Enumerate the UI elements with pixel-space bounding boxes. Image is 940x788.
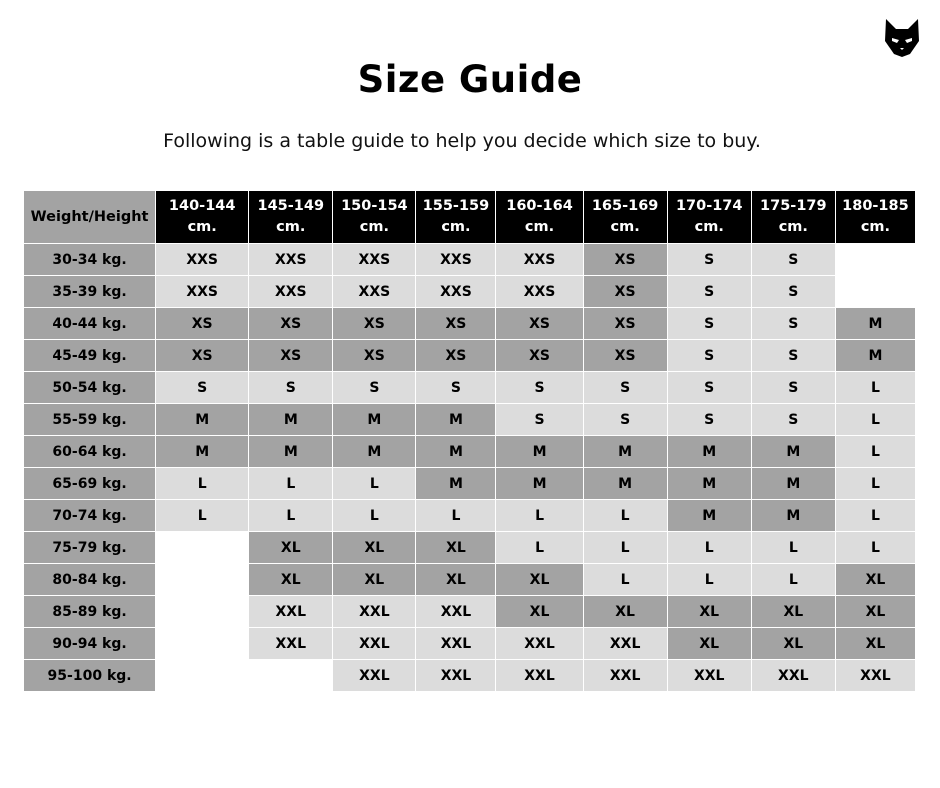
size-cell: L xyxy=(249,500,333,532)
size-cell: XS xyxy=(156,308,249,340)
size-cell: XXL xyxy=(496,628,583,660)
size-cell: M xyxy=(583,468,667,500)
size-cell: XXS xyxy=(249,276,333,308)
cat-head-icon xyxy=(884,18,920,58)
size-cell: XL xyxy=(835,596,915,628)
size-cell: S xyxy=(583,404,667,436)
size-cell: S xyxy=(667,308,751,340)
table-row xyxy=(24,244,916,276)
size-cell: XL xyxy=(751,628,835,660)
table-row xyxy=(24,372,916,404)
size-cell: S xyxy=(249,372,333,404)
size-cell: S xyxy=(751,404,835,436)
size-cell: S xyxy=(667,276,751,308)
size-cell: L xyxy=(583,532,667,564)
size-cell: M xyxy=(416,404,496,436)
size-cell: XXL xyxy=(416,628,496,660)
size-cell: XS xyxy=(496,340,583,372)
size-cell: M xyxy=(835,340,915,372)
weight-label: 45-49 kg. xyxy=(24,340,156,372)
size-cell: M xyxy=(249,404,333,436)
header-row xyxy=(24,191,916,244)
size-cell: XS xyxy=(156,340,249,372)
size-cell: XXL xyxy=(835,660,915,692)
table-body xyxy=(24,244,916,692)
weight-label: 35-39 kg. xyxy=(24,276,156,308)
size-cell: S xyxy=(156,372,249,404)
size-cell: XL xyxy=(416,564,496,596)
size-cell: M xyxy=(333,436,416,468)
weight-label: 50-54 kg. xyxy=(24,372,156,404)
size-cell: XXS xyxy=(156,276,249,308)
size-cell xyxy=(156,628,249,660)
size-cell: XXL xyxy=(496,660,583,692)
size-cell: M xyxy=(156,404,249,436)
size-cell: S xyxy=(667,372,751,404)
size-cell: S xyxy=(751,308,835,340)
table-row xyxy=(24,532,916,564)
size-cell: XXS xyxy=(156,244,249,276)
size-cell: M xyxy=(496,436,583,468)
size-cell: L xyxy=(835,404,915,436)
size-cell xyxy=(156,596,249,628)
size-cell: XL xyxy=(333,532,416,564)
size-cell: S xyxy=(751,340,835,372)
table-row xyxy=(24,660,916,692)
size-cell: M xyxy=(751,500,835,532)
size-cell: L xyxy=(583,564,667,596)
weight-label: 55-59 kg. xyxy=(24,404,156,436)
table-row xyxy=(24,468,916,500)
table-row xyxy=(24,500,916,532)
column-header: 160-164 cm. xyxy=(496,191,583,244)
size-cell: XS xyxy=(583,276,667,308)
size-cell: S xyxy=(751,244,835,276)
size-cell: S xyxy=(333,372,416,404)
size-cell: M xyxy=(583,436,667,468)
column-header: 180-185 cm. xyxy=(835,191,915,244)
corner-label: Weight/Height xyxy=(24,191,156,244)
size-cell: XXL xyxy=(416,596,496,628)
size-cell: L xyxy=(835,500,915,532)
table-row xyxy=(24,564,916,596)
size-cell: XXL xyxy=(416,660,496,692)
size-cell: XS xyxy=(583,244,667,276)
size-cell: XL xyxy=(751,596,835,628)
weight-label: 60-64 kg. xyxy=(24,436,156,468)
column-header: 140-144 cm. xyxy=(156,191,249,244)
table-row xyxy=(24,276,916,308)
column-header: 165-169 cm. xyxy=(583,191,667,244)
size-cell: XL xyxy=(496,596,583,628)
size-cell: L xyxy=(249,468,333,500)
table-row xyxy=(24,436,916,468)
size-cell: XXS xyxy=(333,244,416,276)
size-cell: L xyxy=(751,532,835,564)
column-header: 150-154 cm. xyxy=(333,191,416,244)
size-cell: XXS xyxy=(496,276,583,308)
size-cell: XL xyxy=(667,628,751,660)
weight-label: 85-89 kg. xyxy=(24,596,156,628)
weight-label: 95-100 kg. xyxy=(24,660,156,692)
size-cell xyxy=(156,532,249,564)
size-cell: L xyxy=(667,532,751,564)
size-cell: M xyxy=(667,500,751,532)
size-cell: XS xyxy=(249,308,333,340)
weight-label: 90-94 kg. xyxy=(24,628,156,660)
size-cell: L xyxy=(156,468,249,500)
size-cell: XXS xyxy=(416,276,496,308)
size-cell: XL xyxy=(667,596,751,628)
size-cell: XL xyxy=(496,564,583,596)
size-cell: XL xyxy=(249,532,333,564)
size-cell: L xyxy=(333,500,416,532)
size-cell: M xyxy=(751,468,835,500)
size-cell: XS xyxy=(583,308,667,340)
size-cell: S xyxy=(751,276,835,308)
size-cell: L xyxy=(496,500,583,532)
size-cell: M xyxy=(496,468,583,500)
size-cell: XXL xyxy=(249,596,333,628)
size-cell: L xyxy=(835,468,915,500)
size-cell: XS xyxy=(416,308,496,340)
size-cell: L xyxy=(835,532,915,564)
page-title: Size Guide xyxy=(357,58,583,101)
size-cell: XS xyxy=(333,340,416,372)
table-row xyxy=(24,404,916,436)
column-header: 145-149 cm. xyxy=(249,191,333,244)
size-cell: S xyxy=(751,372,835,404)
size-cell: S xyxy=(667,244,751,276)
size-cell xyxy=(835,244,915,276)
size-cell: L xyxy=(751,564,835,596)
size-cell: XS xyxy=(416,340,496,372)
size-cell: XL xyxy=(583,596,667,628)
size-cell: XXS xyxy=(496,244,583,276)
column-header: 175-179 cm. xyxy=(751,191,835,244)
size-cell: XXL xyxy=(333,660,416,692)
size-cell: XXL xyxy=(583,660,667,692)
size-cell: XXL xyxy=(751,660,835,692)
size-cell xyxy=(249,660,333,692)
size-cell: L xyxy=(835,372,915,404)
size-cell: L xyxy=(333,468,416,500)
size-cell: XL xyxy=(835,564,915,596)
size-cell: M xyxy=(667,468,751,500)
size-cell: L xyxy=(835,436,915,468)
size-cell: XL xyxy=(835,628,915,660)
size-cell: M xyxy=(249,436,333,468)
page-subtitle: Following is a table guide to help you decide which size to buy. xyxy=(163,130,761,152)
size-cell: XL xyxy=(416,532,496,564)
column-header: 155-159 cm. xyxy=(416,191,496,244)
weight-label: 65-69 kg. xyxy=(24,468,156,500)
size-cell xyxy=(156,564,249,596)
size-cell: M xyxy=(667,436,751,468)
size-cell: M xyxy=(333,404,416,436)
size-cell: XL xyxy=(333,564,416,596)
table-row xyxy=(24,596,916,628)
size-cell xyxy=(156,660,249,692)
weight-label: 30-34 kg. xyxy=(24,244,156,276)
column-header: 170-174 cm. xyxy=(667,191,751,244)
size-cell: L xyxy=(496,532,583,564)
weight-label: 70-74 kg. xyxy=(24,500,156,532)
size-cell: S xyxy=(583,372,667,404)
size-cell: M xyxy=(156,436,249,468)
size-cell: L xyxy=(156,500,249,532)
size-cell: XXL xyxy=(333,596,416,628)
size-cell: S xyxy=(667,340,751,372)
weight-label: 75-79 kg. xyxy=(24,532,156,564)
size-cell: M xyxy=(416,436,496,468)
size-cell: XS xyxy=(496,308,583,340)
size-cell: XS xyxy=(249,340,333,372)
size-cell: S xyxy=(496,404,583,436)
weight-label: 80-84 kg. xyxy=(24,564,156,596)
size-cell: S xyxy=(667,404,751,436)
size-cell: L xyxy=(583,500,667,532)
size-cell: S xyxy=(416,372,496,404)
size-cell: XXL xyxy=(249,628,333,660)
size-cell: XXL xyxy=(333,628,416,660)
size-cell: XS xyxy=(333,308,416,340)
size-cell: M xyxy=(751,436,835,468)
table-row xyxy=(24,628,916,660)
size-table xyxy=(23,190,916,692)
size-cell xyxy=(835,276,915,308)
size-cell: L xyxy=(667,564,751,596)
size-cell: S xyxy=(496,372,583,404)
size-cell: L xyxy=(416,500,496,532)
size-cell: M xyxy=(416,468,496,500)
size-cell: XXL xyxy=(667,660,751,692)
size-cell: M xyxy=(835,308,915,340)
size-cell: XL xyxy=(249,564,333,596)
size-cell: XXS xyxy=(249,244,333,276)
size-cell: XXL xyxy=(583,628,667,660)
table-row xyxy=(24,340,916,372)
size-cell: XS xyxy=(583,340,667,372)
table-row xyxy=(24,308,916,340)
size-cell: XXS xyxy=(333,276,416,308)
weight-label: 40-44 kg. xyxy=(24,308,156,340)
size-cell: XXS xyxy=(416,244,496,276)
